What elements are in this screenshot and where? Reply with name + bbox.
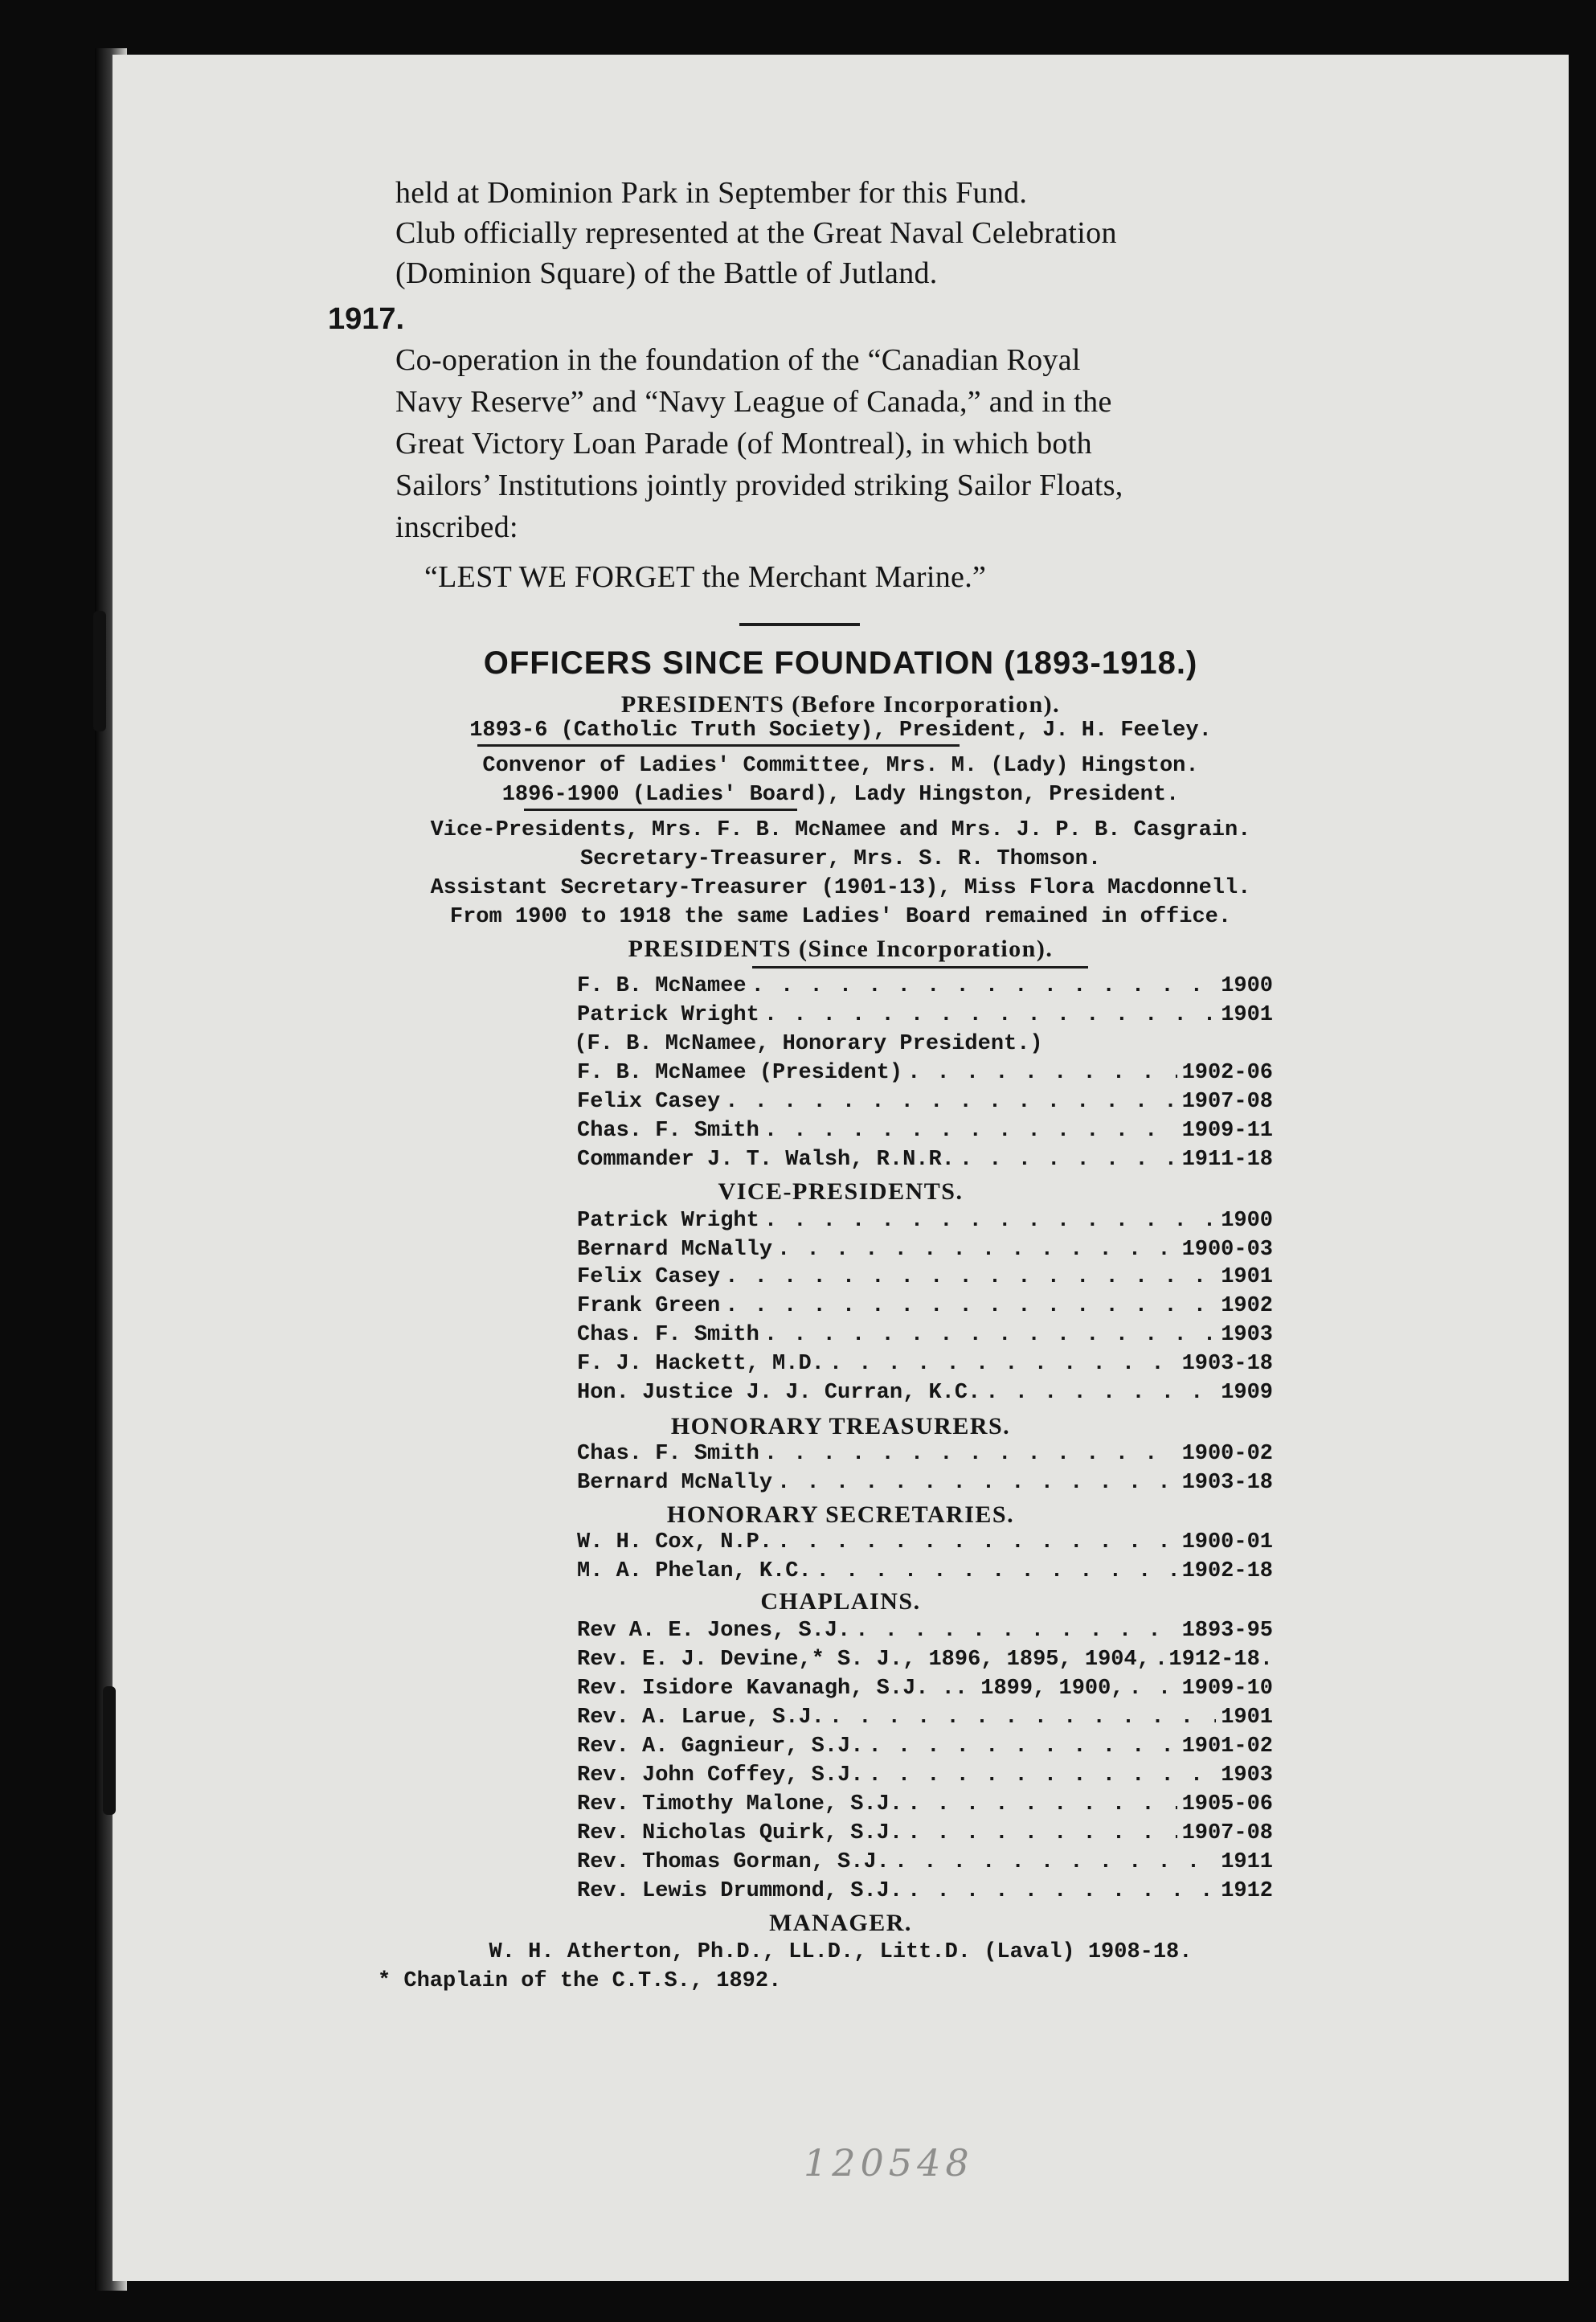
officer-name: Chas. F. Smith [577,1323,759,1347]
officer-year: 1901 [1221,1003,1273,1027]
leader-dots [777,1471,1177,1495]
leader-dots [907,1792,1177,1816]
list-item [577,1471,1273,1498]
officer-year: 1900-03 [1181,1238,1273,1262]
before-line-1: 1893-6 (Catholic Truth Society), President, J. H. Feeley. [469,719,1212,743]
list-item [577,1677,1273,1704]
officer-name: Patrick Wright [577,1209,759,1233]
list-item [577,1381,1273,1408]
officer-name: Rev. E. J. Devine,* S. J., 1896, 1895, 1904, [577,1648,1150,1672]
officer-name: Rev. A. Gagnieur, S.J. [577,1734,864,1759]
binding-mark [93,611,106,731]
treasurers-heading: HONORARY TREASURERS. [670,1413,1011,1439]
list-item [577,1323,1273,1350]
document-page [113,55,1569,2281]
vice-presidents-heading: VICE-PRESIDENTS. [718,1178,964,1205]
underline-3 [752,966,1088,969]
officer-year: 1903 [1221,1763,1273,1788]
list-item [577,1763,1273,1791]
para-1917-line-4: Sailors’ Institutions jointly provided striking Sailor Floats, [395,469,1123,502]
officer-year: 1901 [1221,1706,1273,1730]
officer-name: Frank Green [577,1294,721,1318]
officer-year: 1893-95 [1181,1619,1273,1643]
officer-year: 1903 [1221,1323,1273,1347]
before-line-4: Vice-Presidents, Mrs. F. B. McNamee and Mrs. J. P. B. Casgrain. [430,818,1251,842]
manager-heading: MANAGER. [769,1910,912,1936]
list-item [577,1879,1273,1906]
footnote: * Chaplain of the C.T.S., 1892. [378,1969,782,1993]
honorary-president-note: (F. B. McNamee, Honorary President.) [574,1032,1043,1056]
officer-year: 1901-02 [1181,1734,1273,1759]
chaplains-heading: CHAPLAINS. [760,1588,921,1615]
officer-year: 1900 [1221,974,1273,998]
officer-name: W. H. Cox, N.P. [577,1530,773,1554]
officer-name: Bernard McNally [577,1471,773,1495]
leader-dots [985,1381,1216,1405]
officer-year: 1911 [1221,1850,1273,1874]
leader-dots [764,1442,1177,1466]
officer-year: 1900-02 [1181,1442,1273,1466]
officer-name: F. J. Hackett, M.D. [577,1352,825,1376]
leader-dots [868,1734,1177,1759]
before-line-5: Secretary-Treasurer, Mrs. S. R. Thomson. [579,847,1102,871]
officer-name: Rev. Nicholas Quirk, S.J. [577,1821,903,1845]
leader-dots [907,1821,1177,1845]
list-item [577,1090,1273,1117]
list-item [577,1119,1273,1146]
list-item [577,1061,1273,1088]
officer-year: 1909-11 [1181,1119,1273,1143]
list-item [577,1792,1273,1820]
list-item [577,1265,1273,1292]
officer-year: 1905-06 [1181,1792,1273,1816]
officer-name: Rev A. E. Jones, S.J. [577,1619,851,1643]
intro-line-1: held at Dominion Park in September for this Fund. [395,176,1028,210]
officer-name: Rev. Lewis Drummond, S.J. [577,1879,903,1903]
binding-mark [103,1686,116,1815]
officer-name: M. A. Phelan, K.C. [577,1559,812,1583]
leader-dots [751,974,1217,998]
officer-name: Hon. Justice J. J. Curran, K.C. [577,1381,981,1405]
presidents-since-heading: PRESIDENTS (Since Incorporation). [628,936,1054,962]
officer-year: 1907-08 [1181,1821,1273,1845]
officer-year: 1900-01 [1181,1530,1273,1554]
officer-year: 1902-18 [1181,1559,1273,1583]
underline-1 [477,744,960,747]
officer-name: Rev. Thomas Gorman, S.J. [577,1850,890,1874]
list-item [577,974,1273,1001]
officer-name: Bernard McNally [577,1238,773,1262]
handwritten-catalog-number: 120548 [804,2141,974,2185]
leader-dots [868,1763,1216,1788]
officer-name: Felix Casey [577,1090,721,1114]
officer-year: 1907-08 [1181,1090,1273,1114]
officer-name: Rev. A. Larue, S.J. [577,1706,825,1730]
officer-year: 1911-18 [1181,1148,1273,1172]
para-1917-line-2: Navy Reserve” and “Navy League of Canada,” and in the [395,385,1112,419]
officer-year: 1909-10 [1181,1677,1273,1701]
leader-dots [764,1003,1216,1027]
list-item [577,1294,1273,1321]
officer-year: 1900 [1221,1209,1273,1233]
leader-dots [907,1061,1177,1085]
leader-dots [777,1530,1177,1554]
officer-name: Chas. F. Smith [577,1442,759,1466]
officer-year: 1912 [1221,1879,1273,1903]
leader-dots [816,1559,1177,1583]
quote-line: “LEST WE FORGET the Merchant Marine.” [424,560,987,594]
officer-name: Rev. John Coffey, S.J. [577,1763,864,1788]
officer-year: 1901 [1221,1265,1273,1289]
intro-line-3: (Dominion Square) of the Battle of Jutland. [395,256,938,290]
secretaries-heading: HONORARY SECRETARIES. [666,1501,1015,1528]
list-item [577,1148,1273,1175]
leader-dots [764,1323,1216,1347]
leader-dots [894,1850,1216,1874]
officer-year: 1903-18 [1181,1352,1273,1376]
before-line-7: From 1900 to 1918 the same Ladies' Board remained in office. [449,905,1232,929]
leader-dots [960,1148,1177,1172]
intro-line-2: Club officially represented at the Great Naval Celebration [395,216,1117,250]
officer-name: Felix Casey [577,1265,721,1289]
list-item [577,1648,1273,1675]
officer-name: F. B. McNamee [577,974,747,998]
list-item [577,1850,1273,1878]
leader-dots [829,1706,1216,1730]
leader-dots [1155,1648,1164,1672]
para-1917-line-5: inscribed: [395,510,518,544]
officer-year: 1902 [1221,1294,1273,1318]
list-item [577,1706,1273,1733]
before-line-6: Assistant Secretary-Treasurer (1901-13), Miss Flora Macdonnell. [430,876,1251,900]
before-line-2: Convenor of Ladies' Committee, Mrs. M. (Lady) Hingston. [482,754,1199,778]
leader-dots [777,1238,1177,1262]
leader-dots [1129,1677,1177,1701]
officer-name: Rev. Timothy Malone, S.J. [577,1792,903,1816]
officer-year: 1903-18 [1181,1471,1273,1495]
para-1917-line-3: Great Victory Loan Parade (of Montreal), in which both [395,427,1092,461]
leader-dots [764,1119,1177,1143]
list-item [577,1821,1273,1849]
leader-dots [725,1090,1177,1114]
manager-line: W. H. Atherton, Ph.D., LL.D., Litt.D. (Laval) 1908-18. [489,1940,1193,1964]
underline-2 [524,809,797,811]
list-item [577,1734,1273,1762]
section-divider [739,623,860,626]
list-item [577,1559,1273,1587]
presidents-before-heading: PRESIDENTS (Before Incorporation). [620,691,1061,718]
officer-year: 1902-06 [1181,1061,1273,1085]
list-item [577,1352,1273,1379]
officer-year: 1912-18. [1168,1648,1273,1672]
officer-name: Patrick Wright [577,1003,759,1027]
officer-name: F. B. McNamee (President) [577,1061,903,1085]
before-line-3: 1896-1900 (Ladies' Board), Lady Hingston, President. [501,783,1180,807]
year-1917: 1917. [328,302,405,336]
list-item [577,1619,1273,1646]
list-item [577,1442,1273,1469]
leader-dots [725,1265,1216,1289]
officer-name: Commander J. T. Walsh, R.N.R. [577,1148,955,1172]
leader-dots [725,1294,1216,1318]
list-item [577,1530,1273,1558]
leader-dots [907,1879,1216,1903]
officers-title: OFFICERS SINCE FOUNDATION (1893-1918.) [483,645,1198,681]
officer-name: Rev. Isidore Kavanagh, S.J. .. 1899, 1900, [577,1677,1124,1701]
officer-year: 1909 [1221,1381,1273,1405]
para-1917-line-1: Co-operation in the foundation of the “Canadian Royal [395,343,1081,377]
list-item [577,1003,1273,1030]
leader-dots [829,1352,1177,1376]
leader-dots [855,1619,1177,1643]
list-item [577,1238,1273,1265]
leader-dots [764,1209,1216,1233]
list-item [577,1209,1273,1236]
officer-name: Chas. F. Smith [577,1119,759,1143]
